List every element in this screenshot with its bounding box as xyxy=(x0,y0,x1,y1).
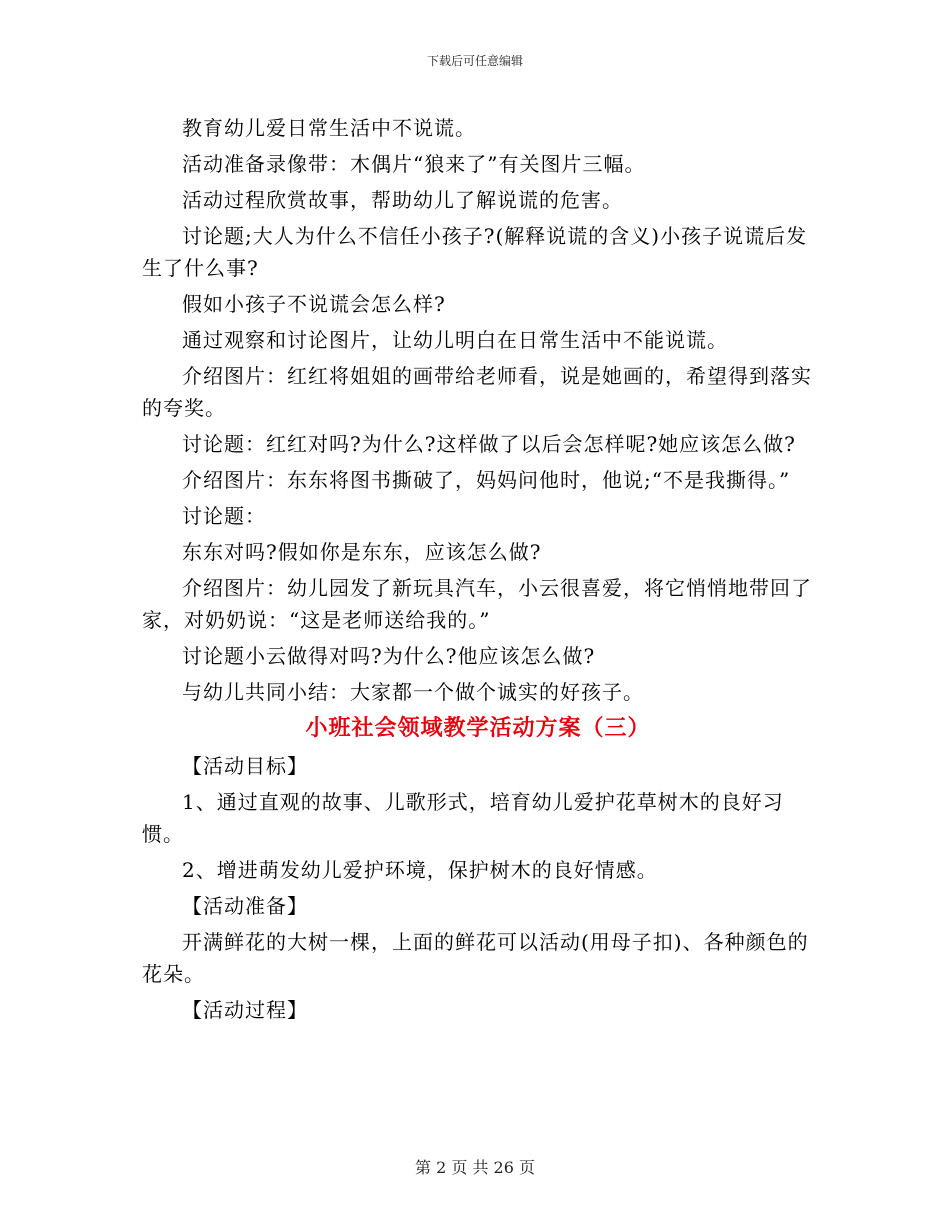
paragraph: 开满鲜花的大树一棵，上面的鲜花可以活动(用母子扣)、各种颜色的花朵。 xyxy=(142,930,809,986)
paragraph: 活动过程欣赏故事，帮助幼儿了解说谎的危害。 xyxy=(182,188,623,212)
paragraph: 介绍图片：幼儿园发了新玩具汽车，小云很喜爱，将它悄悄地带回了家，对奶奶说：“这是老师送给我的。” xyxy=(142,576,812,632)
paragraph: 讨论题;大人为什么不信任小孩子?(解释说谎的含义)小孩子说谎后发生了什么事? xyxy=(142,224,808,280)
paragraph: 假如小孩子不说谎会怎么样? xyxy=(182,292,446,316)
paragraph: 讨论题小云做得对吗?为什么?他应该怎么做? xyxy=(182,644,596,668)
paragraph: 与幼儿共同小结：大家都一个做个诚实的好孩子。 xyxy=(182,680,644,704)
paragraph: 讨论题： xyxy=(182,504,266,528)
paragraph: 教育幼儿爱日常生活中不说谎。 xyxy=(182,116,476,140)
page-header: 下载后可任意编辑 xyxy=(426,54,523,68)
section-heading-preparation: 【活动准备】 xyxy=(182,894,308,918)
document-body xyxy=(142,112,814,1030)
section-heading-process: 【活动过程】 xyxy=(182,998,308,1022)
paragraph: 东东对吗?假如你是东东，应该怎么做? xyxy=(182,540,542,564)
paragraph: 讨论题：红红对吗?为什么?这样做了以后会怎样呢?她应该怎么做? xyxy=(182,432,796,456)
section-heading-goals: 【活动目标】 xyxy=(182,754,308,778)
goal-item: 2、增进萌发幼儿爱护环境，保护树木的良好情感。 xyxy=(182,858,658,882)
paragraph: 介绍图片：红红将姐姐的画带给老师看，说是她画的，希望得到落实的夸奖。 xyxy=(142,364,812,420)
section-title: 小班社会领域教学活动方案（三） xyxy=(305,716,651,741)
paragraph: 活动准备录像带：木偶片“狼来了”有关图片三幅。 xyxy=(182,152,646,176)
paragraph: 介绍图片：东东将图书撕破了，妈妈问他时，他说;“不是我撕得。” xyxy=(182,468,791,492)
paragraph: 通过观察和讨论图片，让幼儿明白在日常生活中不能说谎。 xyxy=(182,328,728,352)
goal-item: 1、通过直观的故事、儿歌形式，培育幼儿爱护花草树木的良好习惯。 xyxy=(142,790,784,846)
page-footer: 第 2 页 共 26 页 xyxy=(415,1158,535,1177)
